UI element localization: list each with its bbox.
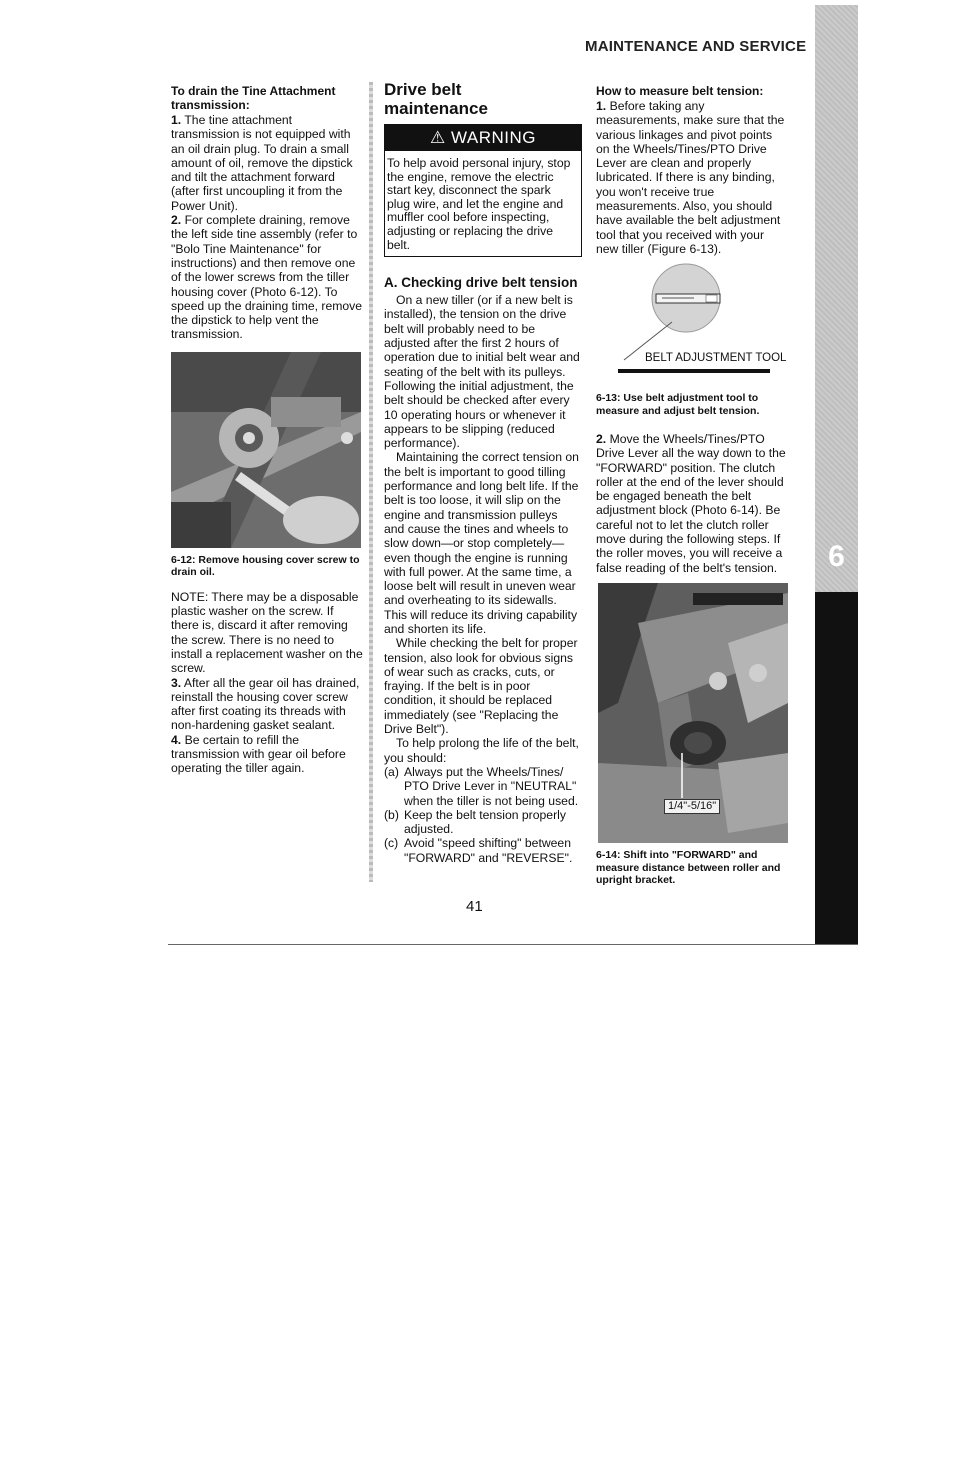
- drain-heading: To drain the Tine Attachment transmission:: [171, 84, 336, 112]
- section-header: MAINTENANCE AND SERVICE: [585, 38, 807, 55]
- warning-triangle-icon: ⚠: [429, 128, 446, 147]
- measure-step-1: 1. Before taking any measurements, make sure that the various linkages and pivot points on the Wheels/Tines/PTO Drive Lever are clean and properly lubricated. If there is any binding, you won't receive true measurements. Also, you should have available the belt adjustment tool that you received with your new tiller (Figure 6-13).: [596, 99, 785, 256]
- belt-care-list: [384, 765, 580, 865]
- belt-para-3: While checking the belt for proper tension, also look for obvious signs of wear such as cracks, cuts, or fraying. If the belt is in poor condition, it should be replaced immediately (see "Replacing the Drive Belt").: [384, 636, 578, 737]
- column-3: [596, 84, 786, 256]
- warning-box: [384, 124, 582, 257]
- drive-belt-title: Drive belt maintenance: [384, 80, 488, 118]
- washer-note: NOTE: There may be a disposable plastic washer on the screw. If there is, discard it after removing the screw. There is no need to install a replacement washer on the screw.: [171, 589, 363, 676]
- drain-step-4: 4. Be certain to refill the transmission with gear oil before operating the tiller again.: [171, 732, 346, 776]
- belt-para-2: Maintaining the correct tension on the belt is important to good tilling performance and long belt life. If the belt is too loose, it will slip on the engine and transmission pulleys and cause the tines and wheels to slow down—or stop completely—even though the engine is running with full power. At the same time, a loose belt will result in uneven wear and overheating to its sidewalls. This will reduce its driving capability and shorten its life.: [384, 450, 579, 636]
- list-item: (b) Keep the belt tension properly adjusted.: [384, 807, 566, 837]
- column-1: [171, 84, 363, 776]
- belt-para-4: To help prolong the life of the belt, you should:: [384, 736, 579, 765]
- column-2: [384, 80, 580, 865]
- list-item: (a) Always put the Wheels/Tines/ PTO Drive Lever in "NEUTRAL" when the tiller is not being used.: [384, 764, 579, 808]
- measure-step-2: 2. Move the Wheels/Tines/PTO Drive Lever all the way down to the "FORWARD" position. The clutch roller at the end of the lever should be engaged beneath the belt adjustment block (Photo 6-14). Be careful not to let the clutch roller move during the following steps. If the roller moves, you will receive a false reading of the belt's tension.: [596, 432, 786, 575]
- fig-6-13-caption: 6-13: Use belt adjustment tool to measure and adjust belt tension.: [596, 392, 760, 417]
- tool-label-rule: [618, 369, 770, 373]
- housing-cover-photo: [171, 352, 361, 548]
- warning-banner: ⚠ WARNING: [385, 125, 581, 151]
- column-3-lower: [596, 392, 786, 575]
- page-number: 41: [466, 898, 483, 915]
- photo-6-14-caption: 6-14: Shift into "FORWARD" and measure distance between roller and upright bracket.: [596, 849, 781, 886]
- drain-step-1: 1. The tine attachment transmission is not equipped with an oil drain plug. To drain a small amount of oil, remove the dipstick and tilt the attachment forward (after first uncoupling it from the Power Unit).: [171, 113, 353, 213]
- measurement-label: 1/4"-5/16": [664, 799, 720, 814]
- footer-rule: [168, 944, 858, 945]
- measure-heading: How to measure belt tension:: [596, 84, 764, 98]
- drain-step-2: 2. For complete draining, remove the left side tine assembly (refer to "Bolo Tine Maintenance" for instructions) and then remove one of the lower screws from the tiller housing cover (Photo 6-12). To speed up the draining time, remove the dipstick to help vent the transmission.: [171, 213, 363, 342]
- tool-label: BELT ADJUSTMENT TOOL: [645, 352, 787, 364]
- column-rule: [369, 82, 373, 882]
- drain-step-3: 3. After all the gear oil has drained, reinstall the housing cover screw after first coating its threads with non-hardening gasket sealant.: [171, 675, 360, 733]
- photo-6-12-caption: 6-12: Remove housing cover screw to drain oil.: [171, 553, 360, 579]
- belt-para-1: On a new tiller (or if a new belt is installed), the tension on the drive belt will probably need to be adjusted after the first 2 hours of operation due to initial belt wear and seating of the belt with its pulleys. Following the initial adjustment, the belt should be checked after every 10 operating hours or whenever it appears to be slipping (reduced performance).: [384, 293, 580, 451]
- warning-text: To help avoid personal injury, stop the engine, remove the electric start key, disconnect the spark plug wire, and let the engine and muffler cool before inspecting, adjusting or replacing the drive belt.: [387, 156, 571, 252]
- list-item: (c) Avoid "speed shifting" between "FORWARD" and "REVERSE".: [384, 836, 573, 865]
- checking-tension-heading: A. Checking drive belt tension: [384, 275, 578, 291]
- photo-6-12: [171, 352, 361, 548]
- section-tab-dark: [815, 592, 858, 945]
- section-tab-number: 6: [828, 540, 845, 573]
